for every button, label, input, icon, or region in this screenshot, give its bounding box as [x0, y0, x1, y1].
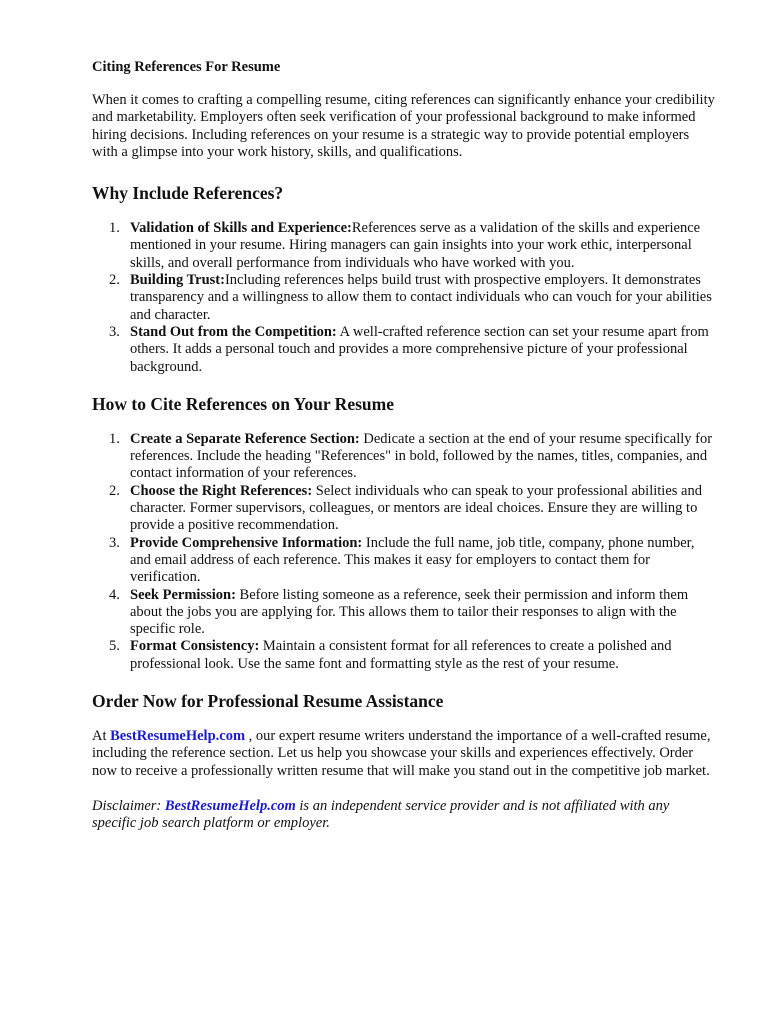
bestresumehelp-link[interactable]: BestResumeHelp.com — [110, 728, 246, 745]
list-item-text: A well-crafted reference section can set your resume apart from others. It adds a personal touch and provides a more comprehensive picture of your professional background. — [130, 323, 709, 375]
list-item-text: Select individuals who can speak to your professional abilities and character. Former supervisors, colleagues, or mentors are ideal choices. Ensure they are willing to provide a positive recommendation. — [130, 482, 702, 534]
order-suffix: , our expert resume writers understand the importance of a well-crafted resume, including the reference section. Let us help you showcase your skills and experiences effectively. Order now to receive a professionally written resume that will make you stand out in the competitive job market. — [92, 728, 711, 779]
list-item-lead: Validation of Skills and Experience: — [130, 220, 352, 237]
order-heading: Order Now for Professional Resume Assistance — [92, 691, 444, 712]
list-item — [92, 587, 716, 639]
list-number: 4. — [109, 586, 120, 603]
list-item-text: Dedicate a section at the end of your resume specifically for references. Include the heading "References" in bold, followed by the names, titles, companies, and contact information of your references. — [130, 430, 713, 482]
intro-paragraph: When it comes to crafting a compelling resume, citing references can significantly enhance your credibility and marketability. Employers often seek verification of your professional background to make informed hiring decisions. Including references on your resume is a strategic way to provide potential employers with a glimpse into your work history, skills, and qualifications. — [92, 92, 715, 160]
how-list — [92, 431, 716, 673]
how-heading: How to Cite References on Your Resume — [92, 393, 394, 414]
list-item — [92, 220, 716, 272]
list-item-lead: Stand Out from the Competition: — [130, 323, 337, 340]
list-item — [92, 324, 716, 376]
list-item-text: Including references helps build trust with prospective employers. It demonstrates transparency and a willingness to allow them to contact individuals who can vouch for your abilities and character. — [130, 272, 712, 323]
list-item-text: Before listing someone as a reference, seek their permission and inform them about the jobs you are applying for. This allows them to tailor their responses to align with the specific role. — [130, 586, 689, 638]
list-item-lead: Building Trust: — [130, 272, 225, 289]
list-item — [92, 272, 716, 324]
disclaimer-link[interactable]: BestResumeHelp.com — [164, 797, 296, 814]
order-prefix: At — [92, 728, 111, 745]
why-list — [92, 220, 716, 376]
list-number: 2. — [109, 482, 120, 499]
list-item-lead: Provide Comprehensive Information: — [130, 534, 363, 551]
disclaimer-suffix: is an independent service provider and is not affiliated with any specific job search platform or employer. — [92, 797, 670, 832]
order-paragraph — [92, 728, 716, 780]
list-item-lead: Create a Separate Reference Section: — [130, 430, 360, 447]
list-item — [92, 535, 716, 587]
list-number: 5. — [109, 638, 120, 655]
disclaimer-prefix: Disclaimer: — [92, 797, 165, 814]
disclaimer-paragraph — [92, 798, 716, 833]
list-number: 1. — [109, 430, 120, 447]
list-item — [92, 483, 716, 535]
list-number: 3. — [109, 534, 120, 551]
document-title: Citing References For Resume — [92, 59, 281, 75]
list-number: 3. — [109, 323, 120, 340]
list-item — [92, 431, 716, 483]
list-item — [92, 638, 716, 673]
list-number: 2. — [109, 272, 120, 289]
list-item-text: Include the full name, job title, company, phone number, and email address of each reference. This makes it easy for employers to contact them for verification. — [130, 534, 695, 586]
why-heading: Why Include References? — [92, 183, 284, 204]
list-item-text: Maintain a consistent format for all references to create a polished and professional look. Use the same font and formatting style as the rest of your resume. — [130, 638, 672, 672]
list-number: 1. — [109, 220, 120, 237]
list-item-text: References serve as a validation of the skills and experience mentioned in your resume. Hiring managers can gain insights into your work ethic, interpersonal skills, and overall performance from individuals who have worked with you. — [130, 220, 701, 271]
list-item-lead: Format Consistency: — [130, 638, 260, 655]
list-item-lead: Choose the Right References: — [130, 482, 313, 499]
list-item-lead: Seek Permission: — [130, 586, 236, 603]
